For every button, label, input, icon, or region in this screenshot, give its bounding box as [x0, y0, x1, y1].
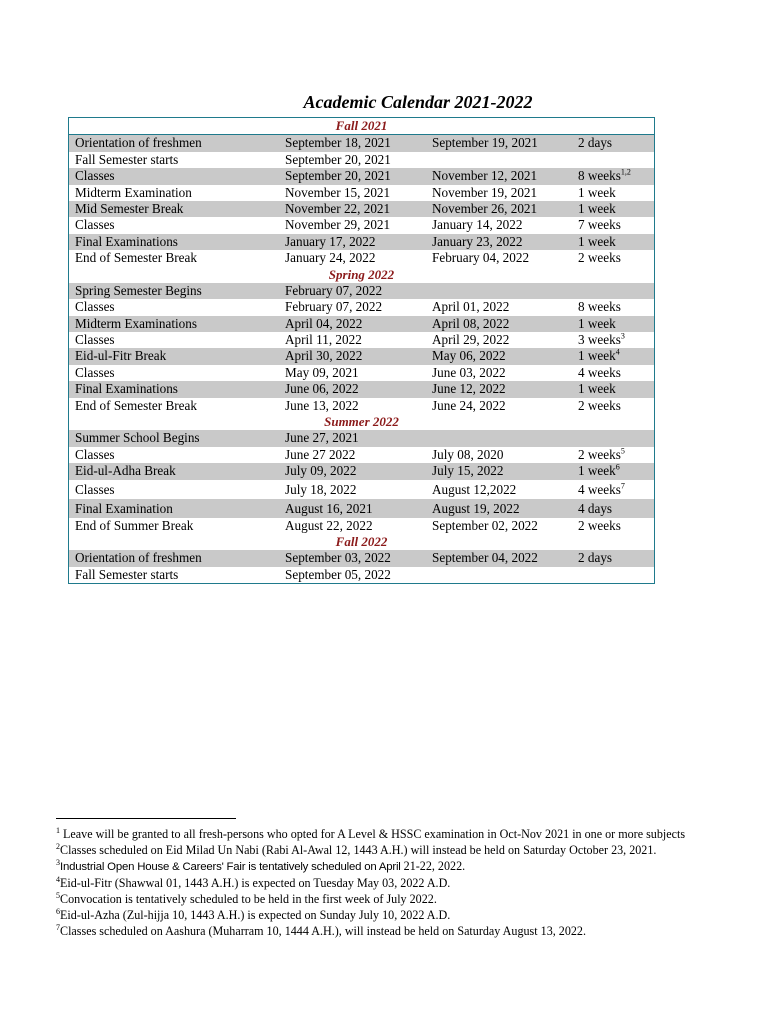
event-cell: Final Examinations	[75, 381, 178, 397]
duration-cell: 1 week	[578, 184, 616, 200]
footnote-text-tail: 21-22, 2022.	[400, 859, 466, 873]
footnote-mark: 5	[56, 890, 60, 900]
duration-cell: 8 weeks$^{1,2}$	[578, 167, 631, 184]
footnote-text: Eid-ul-Azha (Zul-hijja 10, 1443 A.H.) is expected on Sunday July 10, 2022 A.D.	[60, 908, 451, 922]
event-cell: Final Examinations	[75, 233, 178, 249]
event-cell: Classes	[75, 446, 115, 462]
event-cell: Spring Semester Begins	[75, 282, 202, 298]
footnote-mark: 3	[56, 857, 60, 867]
start-date-cell: June 27, 2021	[285, 430, 359, 446]
event-cell: Classes	[75, 299, 115, 315]
footnote-ref: 5	[620, 446, 625, 456]
footnote-text: Industrial Open House & Careers' Fair is tentatively scheduled on April	[60, 861, 401, 873]
start-date-cell: November 15, 2021	[285, 184, 391, 200]
event-cell: Classes	[75, 481, 115, 497]
duration-cell: 1 week$^6$	[578, 462, 620, 479]
table-row	[69, 430, 654, 446]
event-cell: End of Semester Break	[75, 397, 197, 413]
table-row	[69, 135, 654, 151]
event-cell: Orientation of freshmen	[75, 135, 202, 151]
duration-cell: 2 weeks	[578, 397, 621, 413]
footnote-text: Classes scheduled on Aashura (Muharram 10, 1444 A.H.), will instead be held on Saturday August 13, 2022.	[60, 924, 587, 938]
event-cell: Classes	[75, 364, 115, 380]
duration-cell: 2 days	[578, 135, 613, 151]
start-date-cell: June 27 2022	[285, 446, 356, 462]
duration-cell: 1 week	[578, 315, 616, 331]
event-cell: End of Summer Break	[75, 517, 194, 533]
event-cell: Orientation of freshmen	[75, 550, 202, 566]
table-row	[69, 234, 654, 250]
footnote-text: Convocation is tentatively scheduled to be held in the first week of July 2022.	[60, 892, 437, 906]
section-header: Fall 2022	[335, 533, 388, 549]
footnote-mark: 1	[56, 825, 60, 835]
start-date-cell: November 22, 2021	[285, 200, 391, 216]
event-cell: Classes	[75, 217, 115, 233]
start-date-cell: September 18, 2021	[285, 135, 391, 151]
duration-cell: 3 weeks$^3$	[578, 331, 625, 348]
footnote	[56, 842, 756, 858]
event-cell: Fall Semester starts	[75, 566, 179, 582]
start-date-cell: August 22, 2022	[285, 517, 373, 533]
table-row	[69, 567, 654, 583]
start-date-cell: April 11, 2022	[285, 332, 362, 348]
footnote-mark: 6	[56, 906, 60, 916]
footnote	[56, 907, 756, 923]
end-date-cell: May 06, 2022	[432, 348, 506, 364]
end-date-cell: September 02, 2022	[432, 517, 538, 533]
end-date-cell: January 23, 2022	[432, 233, 523, 249]
duration-cell: 1 week	[578, 200, 616, 216]
page-title: Academic Calendar 2021-2022	[303, 92, 533, 112]
end-date-cell: July 15, 2022	[432, 463, 504, 479]
event-cell: Classes	[75, 168, 115, 184]
duration-cell: 2 weeks	[578, 517, 621, 533]
start-date-cell: June 13, 2022	[285, 397, 359, 413]
end-date-cell: April 08, 2022	[432, 315, 510, 331]
table-row	[69, 168, 654, 184]
footnote-mark: 4	[56, 874, 60, 884]
footnote-ref: 4	[615, 348, 620, 358]
footnote-text: Eid-ul-Fitr (Shawwal 01, 1443 A.H.) is expected on Tuesday May 03, 2022 A.D.	[60, 876, 451, 890]
table-row	[69, 348, 654, 364]
table-row	[69, 185, 654, 201]
event-cell: Summer School Begins	[75, 430, 200, 446]
duration-cell: 1 week	[578, 381, 616, 397]
footnote	[56, 826, 756, 842]
event-cell: Classes	[75, 332, 115, 348]
event-cell: Mid Semester Break	[75, 200, 184, 216]
event-cell: Eid-ul-Adha Break	[75, 463, 176, 479]
duration-cell: 7 weeks	[578, 217, 621, 233]
section-header: Fall 2021	[69, 118, 654, 135]
start-date-cell: April 30, 2022	[285, 348, 363, 364]
start-date-cell: February 07, 2022	[285, 282, 383, 298]
footnote	[56, 923, 756, 939]
table-row	[69, 365, 654, 381]
start-date-cell: August 16, 2021	[285, 500, 373, 516]
start-date-cell: July 09, 2022	[285, 463, 357, 479]
table-row	[69, 250, 654, 266]
footnote	[56, 891, 756, 907]
duration-cell: 4 weeks$^7$	[578, 481, 625, 497]
start-date-cell: April 04, 2022	[285, 315, 363, 331]
start-date-cell: May 09, 2021	[285, 364, 359, 380]
table-row	[69, 332, 654, 348]
table-row	[69, 550, 654, 566]
footnote-mark: 7	[56, 922, 60, 932]
duration-cell: 1 week	[578, 233, 616, 249]
start-date-cell: July 18, 2022	[285, 481, 357, 497]
event-cell: Midterm Examination	[75, 184, 192, 200]
footnote-ref: 6	[615, 462, 620, 472]
table-row	[69, 152, 654, 168]
event-cell: End of Semester Break	[75, 250, 197, 266]
event-cell: Fall Semester starts	[75, 151, 179, 167]
start-date-cell: September 20, 2021	[285, 151, 391, 167]
start-date-cell: September 20, 2021	[285, 168, 391, 184]
end-date-cell: September 19, 2021	[432, 135, 538, 151]
section-header: Summer 2022	[324, 414, 399, 430]
table-row	[69, 316, 654, 332]
start-date-cell: November 29, 2021	[285, 217, 391, 233]
table-row	[69, 381, 654, 397]
end-date-cell: June 03, 2022	[432, 364, 506, 380]
table-row	[69, 283, 654, 299]
end-date-cell: November 26, 2021	[432, 200, 538, 216]
table-row	[69, 499, 654, 518]
footnote-ref: 3	[620, 331, 625, 341]
start-date-cell: September 05, 2022	[285, 566, 391, 582]
event-cell: Midterm Examinations	[75, 315, 197, 331]
event-cell: Eid-ul-Fitr Break	[75, 348, 167, 364]
table-row	[69, 480, 654, 499]
duration-cell: 2 weeks	[578, 250, 621, 266]
section-header: Spring 2022	[328, 266, 395, 282]
end-date-cell: January 14, 2022	[432, 217, 523, 233]
footnote-ref: 7	[620, 481, 625, 491]
start-date-cell: June 06, 2022	[285, 381, 359, 397]
end-date-cell: November 12, 2021	[432, 168, 538, 184]
end-date-cell: November 19, 2021	[432, 184, 538, 200]
event-cell: Final Examination	[75, 500, 173, 516]
end-date-cell: April 29, 2022	[432, 332, 510, 348]
start-date-cell: January 24, 2022	[285, 250, 376, 266]
table-row	[69, 518, 654, 534]
calendar-table	[68, 117, 655, 584]
end-date-cell: July 08, 2020	[432, 446, 504, 462]
end-date-cell: September 04, 2022	[432, 550, 538, 566]
end-date-cell: June 24, 2022	[432, 397, 506, 413]
end-date-cell: February 04, 2022	[432, 250, 530, 266]
end-date-cell: April 01, 2022	[432, 299, 510, 315]
table-row	[69, 201, 654, 217]
end-date-cell: August 19, 2022	[432, 500, 520, 516]
start-date-cell: September 03, 2022	[285, 550, 391, 566]
footnote-text: Leave will be granted to all fresh-persons who opted for A Level & HSSC examination in Oct-Nov 2021 in one or more subjects	[60, 827, 686, 841]
footnote	[56, 875, 756, 891]
table-row	[69, 463, 654, 479]
duration-cell: 2 days	[578, 550, 613, 566]
footnote-ref: 1,2	[620, 167, 631, 177]
footnotes	[56, 826, 756, 939]
footnote-mark: 2	[56, 841, 60, 851]
table-row	[69, 447, 654, 463]
start-date-cell: January 17, 2022	[285, 233, 376, 249]
footnote-divider	[56, 818, 236, 819]
duration-cell: 4 days	[578, 500, 613, 516]
duration-cell: 4 weeks	[578, 364, 621, 380]
duration-cell: 1 week$^4$	[578, 348, 620, 364]
footnote	[56, 858, 756, 875]
footnote-text: Classes scheduled on Eid Milad Un Nabi (Rabi Al-Awal 12, 1443 A.H.) will instead be held on Saturday October 23, 2021.	[60, 843, 657, 857]
end-date-cell: August 12,2022	[432, 481, 517, 497]
table-row	[69, 398, 654, 414]
table-row	[69, 299, 654, 315]
duration-cell: 8 weeks	[578, 299, 621, 315]
table-row	[69, 217, 654, 233]
end-date-cell: June 12, 2022	[432, 381, 506, 397]
duration-cell: 2 weeks$^5$	[578, 446, 625, 462]
start-date-cell: February 07, 2022	[285, 299, 383, 315]
